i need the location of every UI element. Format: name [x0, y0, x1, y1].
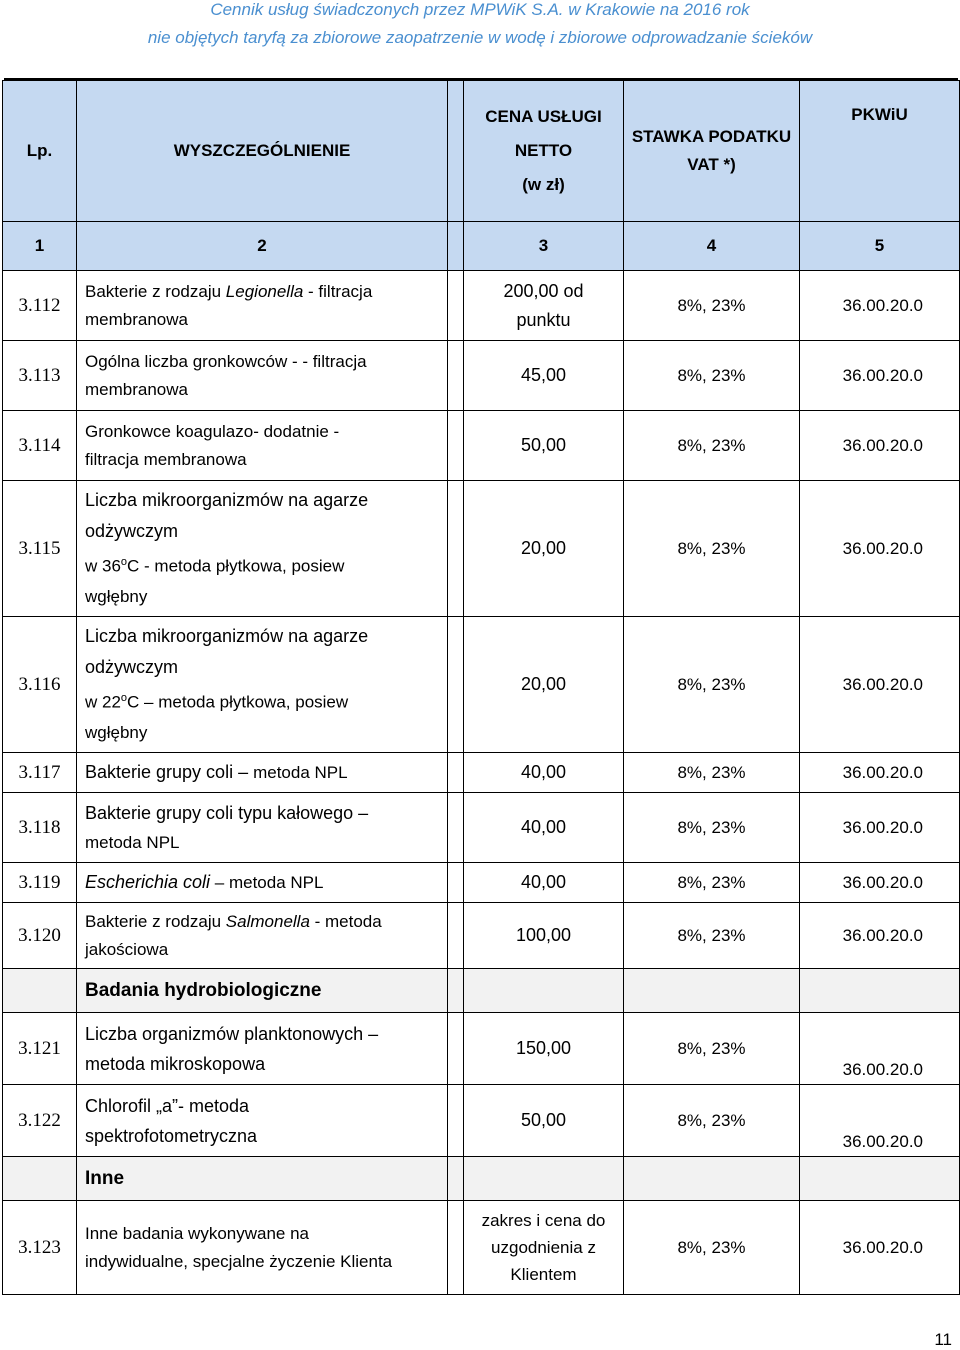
- desc-italic: Salmonella: [225, 911, 310, 931]
- col-number: 3: [464, 222, 624, 271]
- row-lp: 3.123: [3, 1201, 77, 1295]
- desc-text: w 22: [85, 692, 121, 712]
- page-number: 11: [934, 1330, 952, 1349]
- price-line: punktu: [516, 309, 571, 330]
- col-header-description: WYSZCZEGÓLNIENIE: [77, 81, 448, 222]
- section-empty-cell: [464, 969, 624, 1013]
- row-description: [77, 1201, 448, 1295]
- col-gap: [448, 481, 464, 617]
- desc-text: - metoda: [309, 911, 382, 931]
- row-vat: 8%, 23%: [624, 481, 800, 617]
- desc-text: Gronkowce koagulazo- dodatnie -: [85, 421, 340, 441]
- row-pkwiu: 36.00.20.0: [800, 411, 960, 481]
- col-header-price-line1: CENA USŁUGI: [485, 107, 602, 126]
- section-empty-cell: [800, 969, 960, 1013]
- section-row: [3, 969, 960, 1013]
- desc-text: Liczba mikroorganizmów na agarze: [85, 489, 369, 510]
- row-price: 20,00: [464, 481, 624, 617]
- row-vat: 8%, 23%: [624, 1201, 800, 1295]
- desc-text: - filtracja: [303, 281, 373, 301]
- price-line: zakres i cena do: [481, 1211, 606, 1230]
- row-description: [77, 793, 448, 863]
- desc-italic: Escherichia coli: [85, 872, 211, 892]
- section-lp-cell: [3, 1157, 77, 1201]
- desc-text: indywidualne, specjalne życzenie Klienta: [85, 1251, 393, 1271]
- col-gap: [448, 1085, 464, 1157]
- table-row: [3, 617, 960, 753]
- desc-text: Bakterie z rodzaju: [85, 281, 226, 301]
- col-header-vat-line1: STAWKA PODATKU: [631, 127, 792, 146]
- row-price: 40,00: [464, 793, 624, 863]
- document-title: Cennik usług świadczonych przez MPWiK S.A. w Krakowie na 2016 rok: [210, 0, 750, 19]
- row-price: 40,00: [464, 753, 624, 793]
- col-gap: [448, 903, 464, 969]
- table-row: [3, 411, 960, 481]
- row-lp: 3.114: [3, 411, 77, 481]
- row-pkwiu: 36.00.20.0: [800, 617, 960, 753]
- row-pkwiu: 36.00.20.0: [800, 903, 960, 969]
- desc-text: metoda NPL: [85, 832, 180, 852]
- col-header-price-line3: (w zł): [522, 175, 565, 194]
- table-row: [3, 863, 960, 903]
- table-row: [3, 1201, 960, 1295]
- row-vat: 8%, 23%: [624, 1013, 800, 1085]
- row-description: [77, 411, 448, 481]
- row-pkwiu: 36.00.20.0: [800, 481, 960, 617]
- row-vat: 8%, 23%: [624, 863, 800, 903]
- row-lp: 3.119: [3, 863, 77, 903]
- row-description: [77, 1085, 448, 1157]
- col-gap: [448, 969, 464, 1013]
- desc-text: C - metoda płytkowa, posiew: [127, 556, 345, 576]
- row-lp: 3.117: [3, 753, 77, 793]
- row-pkwiu: 36.00.20.0: [800, 271, 960, 341]
- row-lp: 3.113: [3, 341, 77, 411]
- desc-text: odżywczym: [85, 520, 179, 541]
- desc-text: membranowa: [85, 309, 188, 329]
- desc-text: metoda mikroskopowa: [85, 1053, 266, 1074]
- section-title: Inne: [77, 1157, 448, 1201]
- row-description: [77, 341, 448, 411]
- section-empty-cell: [464, 1157, 624, 1201]
- table-row: [3, 271, 960, 341]
- row-lp: 3.120: [3, 903, 77, 969]
- desc-italic: Legionella: [225, 281, 304, 301]
- price-table: [2, 80, 960, 1295]
- section-lp-cell: [3, 969, 77, 1013]
- desc-text: Liczba organizmów planktonowych –: [85, 1023, 379, 1044]
- col-gap: [448, 271, 464, 341]
- desc-text: Ogólna liczba gronkowców - - filtracja: [85, 351, 367, 371]
- section-empty-cell: [624, 1157, 800, 1201]
- desc-text: spektrofotometryczna: [85, 1125, 258, 1146]
- document-subtitle: nie objętych taryfą za zbiorowe zaopatrzenie w wodę i zbiorowe odprowadzanie ścieków: [147, 28, 813, 47]
- row-description: [77, 903, 448, 969]
- desc-text: w 36: [85, 556, 121, 576]
- desc-text: Bakterie z rodzaju: [85, 911, 226, 931]
- desc-text: odżywczym: [85, 656, 179, 677]
- col-number: 1: [3, 222, 77, 271]
- col-gap: [448, 81, 464, 222]
- row-price: 45,00: [464, 341, 624, 411]
- degree-sup: o: [120, 555, 128, 568]
- row-pkwiu: 36.00.20.0: [800, 1013, 960, 1085]
- section-row: [3, 1157, 960, 1201]
- col-header-vat: [624, 81, 800, 222]
- col-gap: [448, 863, 464, 903]
- table-row: [3, 1013, 960, 1085]
- row-pkwiu: 36.00.20.0: [800, 1201, 960, 1295]
- section-empty-cell: [624, 969, 800, 1013]
- row-lp: 3.121: [3, 1013, 77, 1085]
- col-gap: [448, 1013, 464, 1085]
- row-description: [77, 481, 448, 617]
- row-description: [77, 863, 448, 903]
- col-header-pkwiu: PKWiU: [800, 81, 960, 222]
- col-gap: [448, 1201, 464, 1295]
- col-gap: [448, 222, 464, 271]
- col-number: 4: [624, 222, 800, 271]
- row-vat: 8%, 23%: [624, 903, 800, 969]
- col-header-price-line2: NETTO: [514, 141, 573, 160]
- row-lp: 3.122: [3, 1085, 77, 1157]
- row-pkwiu: 36.00.20.0: [800, 1085, 960, 1157]
- row-pkwiu: 36.00.20.0: [800, 793, 960, 863]
- col-gap: [448, 617, 464, 753]
- degree-sup: o: [120, 691, 128, 704]
- col-header-vat-line2: VAT *): [687, 155, 736, 174]
- row-price: [464, 271, 624, 341]
- row-lp: 3.116: [3, 617, 77, 753]
- row-price: 150,00: [464, 1013, 624, 1085]
- row-vat: 8%, 23%: [624, 411, 800, 481]
- desc-text: wgłębny: [85, 587, 148, 607]
- row-price: 50,00: [464, 1085, 624, 1157]
- col-gap: [448, 753, 464, 793]
- desc-text: membranowa: [85, 379, 188, 399]
- column-number-row: [3, 222, 960, 271]
- col-number: 2: [77, 222, 448, 271]
- col-number: 5: [800, 222, 960, 271]
- row-lp: 3.115: [3, 481, 77, 617]
- row-price: [464, 1201, 624, 1295]
- price-line: uzgodnienia z: [491, 1238, 596, 1257]
- table-row: [3, 481, 960, 617]
- row-description: [77, 753, 448, 793]
- section-title: Badania hydrobiologiczne: [77, 969, 448, 1013]
- desc-text: Chlorofil „a”- metoda: [85, 1095, 250, 1116]
- row-vat: 8%, 23%: [624, 1085, 800, 1157]
- row-vat: 8%, 23%: [624, 793, 800, 863]
- desc-text: wgłębny: [85, 723, 148, 743]
- desc-text: metoda NPL: [253, 763, 348, 782]
- row-pkwiu: 36.00.20.0: [800, 341, 960, 411]
- row-description: [77, 271, 448, 341]
- desc-text: jakościowa: [85, 939, 169, 959]
- desc-text: – metoda NPL: [210, 873, 324, 892]
- desc-text: Bakterie grupy coli typu kałowego –: [85, 802, 369, 823]
- table-row: [3, 903, 960, 969]
- row-vat: 8%, 23%: [624, 341, 800, 411]
- col-header-lp: Lp.: [3, 81, 77, 222]
- section-empty-cell: [800, 1157, 960, 1201]
- header-row: [3, 81, 960, 222]
- desc-text: filtracja membranowa: [85, 449, 247, 469]
- row-vat: 8%, 23%: [624, 617, 800, 753]
- col-header-price: [464, 81, 624, 222]
- row-price: 40,00: [464, 863, 624, 903]
- row-vat: 8%, 23%: [624, 271, 800, 341]
- row-description: [77, 617, 448, 753]
- row-pkwiu: 36.00.20.0: [800, 863, 960, 903]
- col-gap: [448, 793, 464, 863]
- col-gap: [448, 1157, 464, 1201]
- desc-text: Liczba mikroorganizmów na agarze: [85, 625, 369, 646]
- table-row: [3, 793, 960, 863]
- table-row: [3, 341, 960, 411]
- row-description: [77, 1013, 448, 1085]
- row-lp: 3.118: [3, 793, 77, 863]
- row-price: 20,00: [464, 617, 624, 753]
- price-line: 200,00 od: [503, 280, 584, 301]
- row-price: 100,00: [464, 903, 624, 969]
- table-row: [3, 1085, 960, 1157]
- desc-text: Inne badania wykonywane na: [85, 1223, 309, 1243]
- table-row: [3, 753, 960, 793]
- row-pkwiu: 36.00.20.0: [800, 753, 960, 793]
- col-gap: [448, 411, 464, 481]
- col-gap: [448, 341, 464, 411]
- row-lp: 3.112: [3, 271, 77, 341]
- desc-text: Bakterie grupy coli –: [85, 762, 254, 782]
- desc-text: C – metoda płytkowa, posiew: [127, 692, 349, 712]
- price-line: Klientem: [510, 1265, 577, 1284]
- row-vat: 8%, 23%: [624, 753, 800, 793]
- row-price: 50,00: [464, 411, 624, 481]
